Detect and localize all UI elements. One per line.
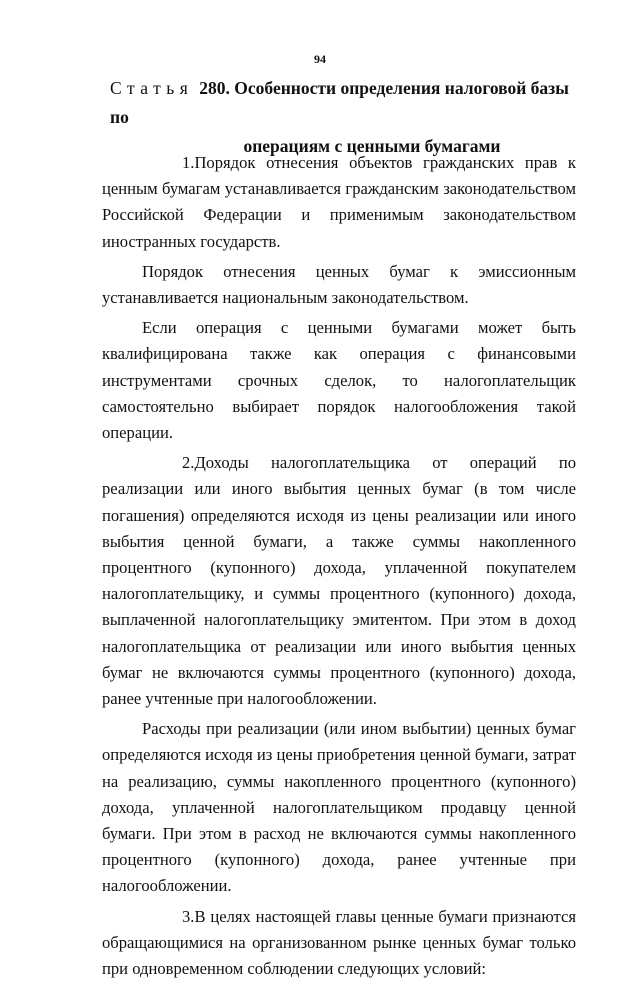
article-heading — [110, 74, 580, 161]
paragraph-text: Порядок отнесения ценных бумаг к эмиссионным устанавливается национальным законодательством. — [102, 261, 576, 308]
paragraph-1 — [102, 150, 576, 255]
article-title-line2: операциям с ценными бумагами — [243, 136, 501, 156]
article-number: 280. — [199, 78, 230, 98]
paragraph-5 — [102, 716, 576, 899]
page-number: 94 — [314, 52, 326, 66]
paragraph-3 — [102, 315, 576, 446]
paragraph-text: Если операция с ценными бумагами может быть квалифицирована также как операция с финансовыми инструментами срочных сделок, то налогоплательщик самостоятельно выбирает порядок налогообложения такой операции. — [102, 318, 576, 443]
paragraph-text: В целях настоящей главы ценные бумаги признаются обращающимися на организованном рынке ценных бумаг только при одновременном соблюдении следующих условий: — [102, 906, 576, 979]
article-title-line1: Особенности определения налоговой базы по — [110, 78, 569, 127]
paragraph-2 — [102, 259, 576, 311]
paragraph-text: Порядок отнесения объектов гражданских прав к ценным бумагам устанавливается гражданским законодательством Российской Федерации и применимым законодательством иностранных государств. — [102, 153, 576, 251]
article-body — [102, 150, 576, 986]
paragraph-text: Расходы при реализации (или ином выбытии) ценных бумаг определяются исходя из цены приобретения ценной бумаги, затрат на реализацию, суммы накопленного процентного (купонного) дохода, уплаченной налогоплательщиком продавцу ценной бумаги. При этом в расход не включаются суммы накопленного процентного (купонного) дохода, ранее учтенные при налогообложении. — [102, 719, 576, 896]
clause-number: 2. — [182, 453, 195, 473]
clause-number: 1. — [182, 153, 195, 172]
clause-number: 3. — [182, 906, 195, 926]
paragraph-4 — [102, 450, 576, 712]
article-word: Статья — [110, 78, 194, 98]
paragraph-6 — [102, 904, 576, 983]
paragraph-text: Доходы налогоплательщика от операций по реализации или иного выбытия ценных бумаг (в том числе погашения) определяются исходя из цены реализации или иного выбытия ценной бумаги, а также суммы накопленного процентного (купонного) дохода, уплаченной покупателем налогоплательщику, и суммы процентного (купонного) дохода, выплаченной налогоплательщику эмитентом. При этом в доход налогоплательщика от реализации или иного выбытия ценных бумаг не включаются суммы процентного (купонного) дохода, ранее учтенные при налогообложении. — [102, 453, 576, 709]
